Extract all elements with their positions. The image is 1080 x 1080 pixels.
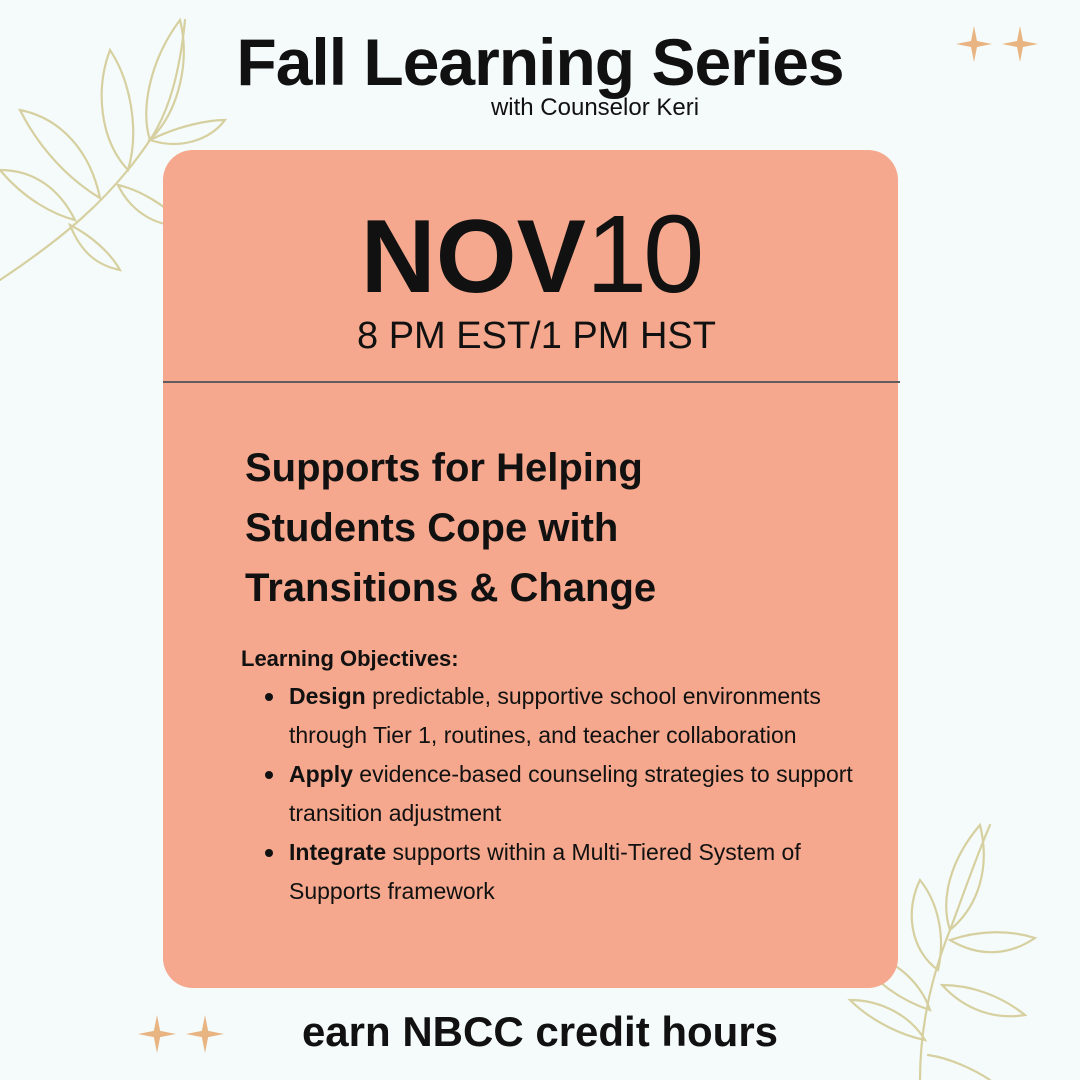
- event-month: NOV: [360, 199, 586, 315]
- series-subtitle: with Counselor Keri: [490, 94, 700, 121]
- event-date: [163, 193, 898, 316]
- session-title-line: Supports for Helping: [245, 446, 643, 490]
- objective-text: predictable, supportive school environments through Tier 1, routines, and teacher collaboration: [289, 683, 821, 748]
- event-day: 10: [586, 193, 701, 316]
- objectives-heading: Learning Objectives:: [241, 646, 459, 671]
- session-title-line: Transitions & Change: [245, 566, 657, 610]
- event-card: [163, 150, 898, 988]
- objective-item: [263, 833, 863, 911]
- objectives-list: [263, 677, 863, 911]
- objective-verb: Design: [289, 683, 366, 709]
- credit-footer: earn NBCC credit hours: [301, 1008, 779, 1055]
- session-title-line: Students Cope with: [245, 506, 619, 550]
- objective-text: evidence-based counseling strategies to support transition adjustment: [289, 761, 853, 826]
- objective-verb: Apply: [289, 761, 353, 787]
- objective-verb: Integrate: [289, 839, 387, 865]
- objective-item: [263, 755, 863, 833]
- objective-item: [263, 677, 863, 755]
- divider: [163, 381, 900, 383]
- objective-text: supports within a Multi-Tiered System of Supports framework: [289, 839, 801, 904]
- session-title: [245, 438, 805, 618]
- event-time: 8 PM EST/1 PM HST: [357, 315, 716, 357]
- series-title: Fall Learning Series: [236, 25, 844, 99]
